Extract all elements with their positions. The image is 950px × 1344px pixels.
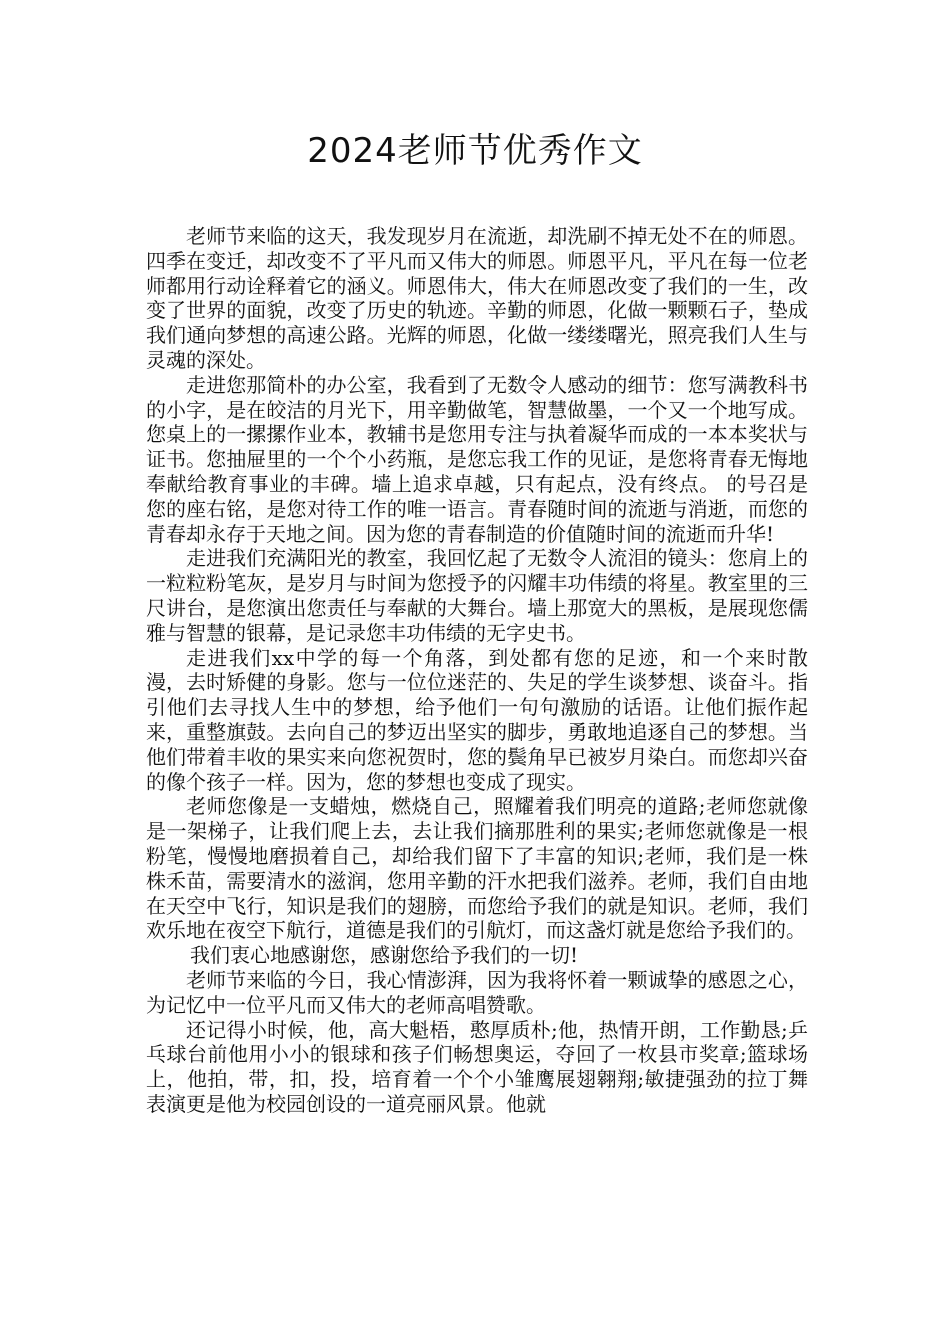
- document-body: [146, 224, 808, 1117]
- paragraph-4: 走进我们xx中学的每一个角落，到处都有您的足迹，和一个来时散漫，去时矫健的身影。您与一位位迷茫的、失足的学生谈梦想、谈奋斗。指引他们去寻找人生中的梦想，给予他们一句句激励的话语。让他们振作起来，重整旗鼓。去向自己的梦迈出坚实的脚步，勇敢地追逐自己的梦想。当他们带着丰收的果实来向您祝贺时，您的鬓角早已被岁月染白。而您却兴奋的像个孩子一样。因为，您的梦想也变成了现实。: [146, 645, 808, 794]
- paragraph-8: 还记得小时候，他，高大魁梧，憨厚质朴;他，热情开朗，工作勤恳;乒乓球台前他用小小的银球和孩子们畅想奥运，夺回了一枚县市奖章;篮球场上，他拍，带，扣，投，培育着一个个小雏鹰展翅翱翔;敏捷强劲的拉丁舞表演更是他为校园创设的一道亮丽风景。他就: [146, 1017, 808, 1116]
- paragraph-2: 走进您那简朴的办公室，我看到了无数令人感动的细节：您写满教科书的小字，是在皎洁的月光下，用辛勤做笔，智慧做墨，一个又一个地写成。您桌上的一摞摞作业本，教辅书是您用专注与执着凝华而成的一本本奖状与证书。您抽屉里的一个个小药瓶，是您忘我工作的见证，是您将青春无悔地奉献给教育事业的丰碑。墙上追求卓越，只有起点，没有终点。 的号召是您的座右铭，是您对待工作的唯一语言。青春随时间的流逝与消逝，而您的青春却永存于天地之间。因为您的青春制造的价值随时间的流逝而升华!: [146, 372, 808, 546]
- paragraph-3: 走进我们充满阳光的教室，我回忆起了无数令人流泪的镜头：您肩上的一粒粒粉笔灰，是岁月与时间为您授予的闪耀丰功伟绩的将星。教室里的三尺讲台，是您演出您责任与奉献的大舞台。墙上那宽大的黑板，是展现您儒雅与智慧的银幕，是记录您丰功伟绩的无字史书。: [146, 546, 808, 645]
- paragraph-5: 老师您像是一支蜡烛，燃烧自己，照耀着我们明亮的道路;老师您就像是一架梯子，让我们爬上去，去让我们摘那胜利的果实;老师您就像是一根粉笔，慢慢地磨损着自己，却给我们留下了丰富的知识;老师，我们是一株株禾苗，需要清水的滋润，您用辛勤的汗水把我们滋养。老师，我们自由地在天空中飞行，知识是我们的翅膀，而您给予我们的就是知识。老师，我们欢乐地在夜空下航行，道德是我们的引航灯，而这盏灯就是您给予我们的。: [146, 794, 808, 943]
- paragraph-1: 老师节来临的这天，我发现岁月在流逝，却洗刷不掉无处不在的师恩。四季在变迁，却改变不了平凡而又伟大的师恩。师恩平凡，平凡在每一位老师都用行动诠释着它的涵义。师恩伟大，伟大在师恩改变了我们的一生，改变了世界的面貌，改变了历史的轨迹。辛勤的师恩，化做一颗颗石子，垫成我们通向梦想的高速公路。光辉的师恩，化做一缕缕曙光，照亮我们人生与灵魂的深处。: [146, 224, 808, 372]
- paragraph-7: 老师节来临的今日，我心情澎湃，因为我将怀着一颗诚挚的感恩之心，为记忆中一位平凡而又伟大的老师高唱赞歌。: [146, 967, 808, 1017]
- document-title: 2024老师节优秀作文: [307, 131, 643, 171]
- paragraph-6: 我们衷心地感谢您，感谢您给予我们的一切!: [190, 943, 579, 968]
